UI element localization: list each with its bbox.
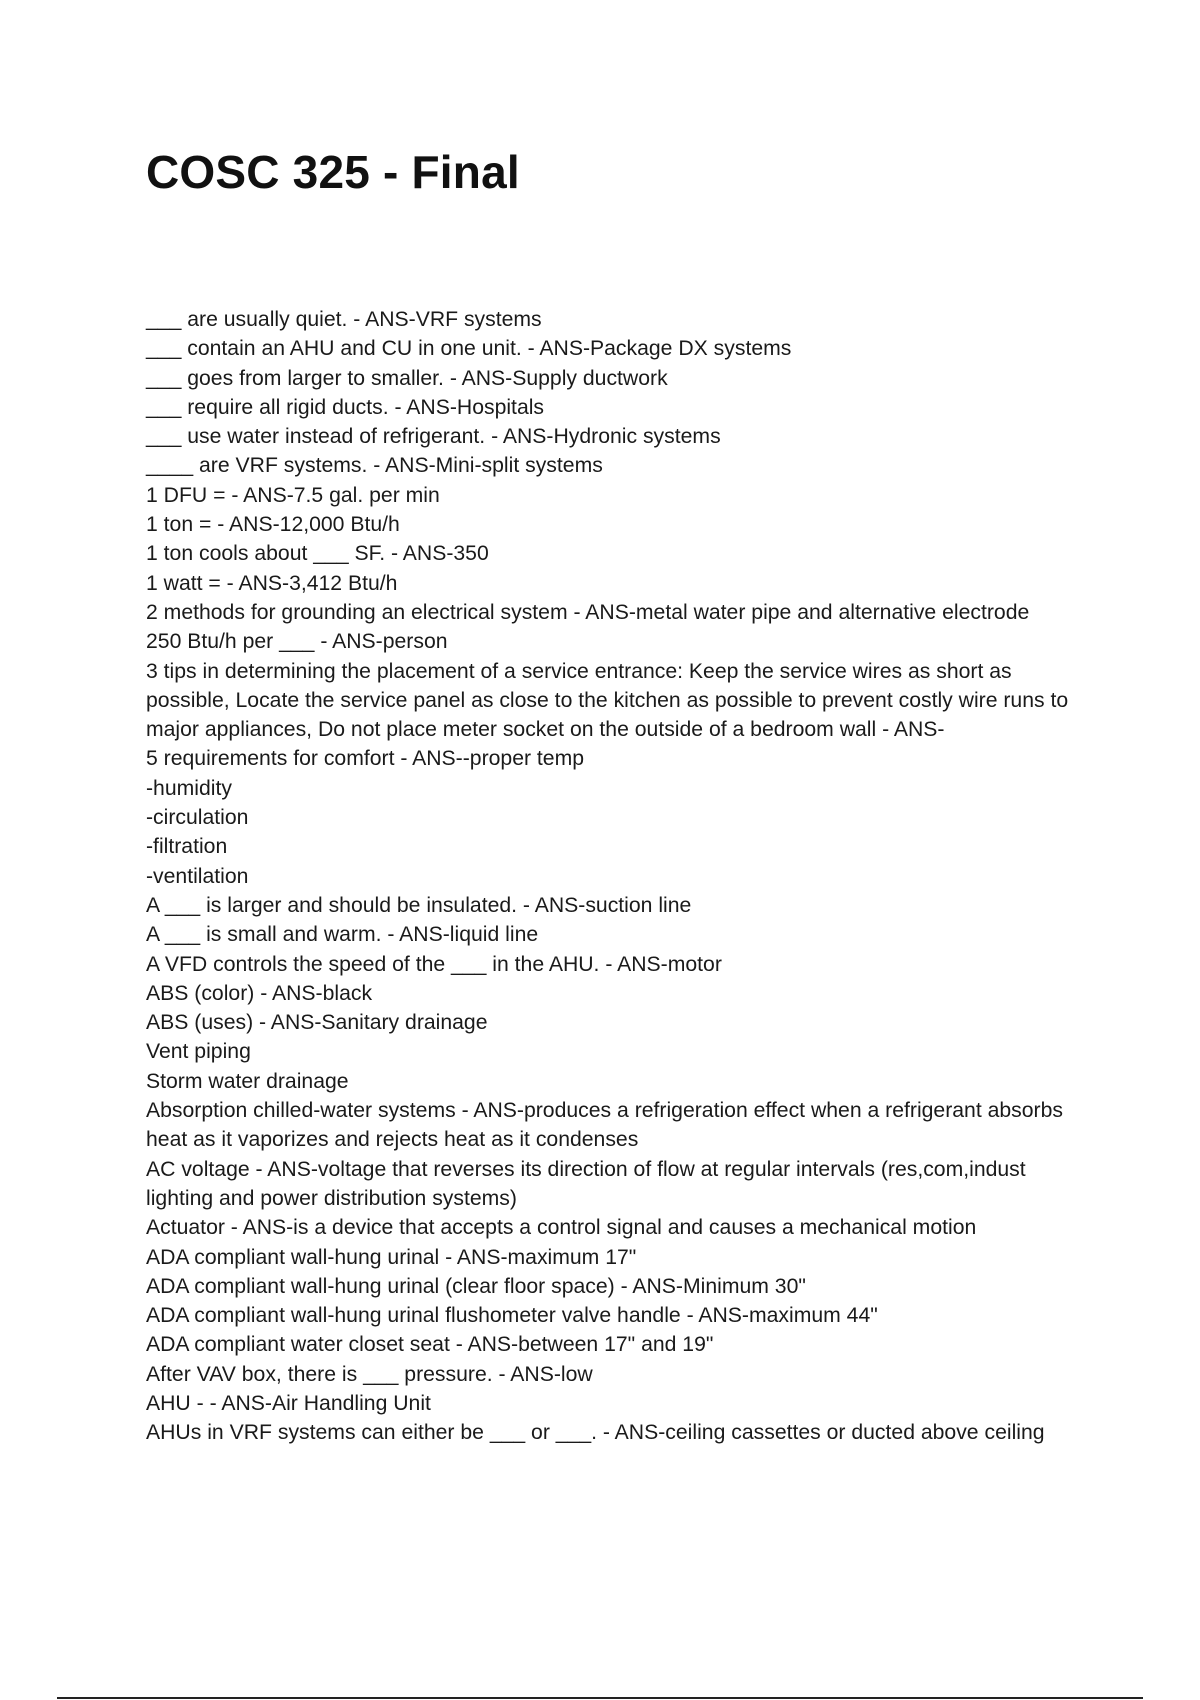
qa-line: 2 methods for grounding an electrical system - ANS-metal water pipe and alternative electrode [146,600,1030,624]
footer-divider [57,1697,1143,1699]
qa-line: ___ are usually quiet. - ANS-VRF systems [146,308,542,331]
qa-line: 5 requirements for comfort - ANS--proper temp [146,747,585,771]
qa-line: ___ use water instead of refrigerant. - ANS-Hydronic systems [146,425,721,449]
qa-line: Absorption chilled-water systems - ANS-produces a refrigeration effect when a refrigerant absorbs heat as it vaporizes and rejects heat as it condenses [146,1099,1069,1152]
qa-line: 1 ton cools about ___ SF. - ANS-350 [146,542,489,566]
qa-line: 1 ton = - ANS-12,000 Btu/h [146,513,400,537]
qa-line: -filtration [146,835,228,859]
qa-line: A VFD controls the speed of the ___ in the AHU. - ANS-motor [146,952,722,976]
qa-line: Actuator - ANS-is a device that accepts a control signal and causes a mechanical motion [146,1216,977,1240]
qa-line: ____ are VRF systems. - ANS-Mini-split systems [146,454,603,478]
qa-line: ADA compliant wall-hung urinal - ANS-maximum 17" [146,1245,637,1269]
qa-line: ___ goes from larger to smaller. - ANS-Supply ductwork [146,366,668,390]
qa-line: ___ contain an AHU and CU in one unit. - ANS-Package DX systems [146,337,792,361]
qa-line: Storm water drainage [146,1069,349,1093]
qa-line: 1 watt = - ANS-3,412 Btu/h [146,571,398,595]
qa-line: ABS (color) - ANS-black [146,981,373,1005]
qa-line: Vent piping [146,1040,251,1064]
qa-line: A ___ is larger and should be insulated. - ANS-suction line [146,893,692,917]
qa-line: ADA compliant wall-hung urinal (clear floor space) - ANS-Minimum 30" [146,1274,806,1298]
qa-line: AC voltage - ANS-voltage that reverses its direction of flow at regular intervals (res,com,indust lighting and power distribution systems) [146,1157,1032,1210]
document-body [146,305,1076,1448]
qa-line: -ventilation [146,864,249,888]
qa-line: -circulation [146,806,249,830]
qa-line: ADA compliant water closet seat - ANS-between 17" and 19" [146,1333,714,1357]
qa-line: AHU - - ANS-Air Handling Unit [146,1391,431,1415]
qa-line: 3 tips in determining the placement of a service entrance: Keep the service wires as short as possible, Locate the service panel as close to the kitchen as possible to prevent costly wire runs to major appliances, Do not place meter socket on the outside of a bedroom wall - ANS- [146,659,1075,742]
qa-line: ABS (uses) - ANS-Sanitary drainage [146,1011,488,1035]
qa-line: -humidity [146,776,232,800]
qa-line: A ___ is small and warm. - ANS-liquid line [146,923,539,947]
qa-line: 250 Btu/h per ___ - ANS-person [146,630,448,654]
qa-line: ADA compliant wall-hung urinal flushometer valve handle - ANS-maximum 44" [146,1304,878,1328]
qa-line: 1 DFU = - ANS-7.5 gal. per min [146,483,440,507]
qa-line: AHUs in VRF systems can either be ___ or ___. - ANS-ceiling cassettes or ducted above ceiling [146,1421,1045,1445]
qa-line: ___ require all rigid ducts. - ANS-Hospitals [146,395,545,419]
document-title: COSC 325 - Final [146,146,520,198]
qa-line: After VAV box, there is ___ pressure. - ANS-low [146,1362,593,1386]
